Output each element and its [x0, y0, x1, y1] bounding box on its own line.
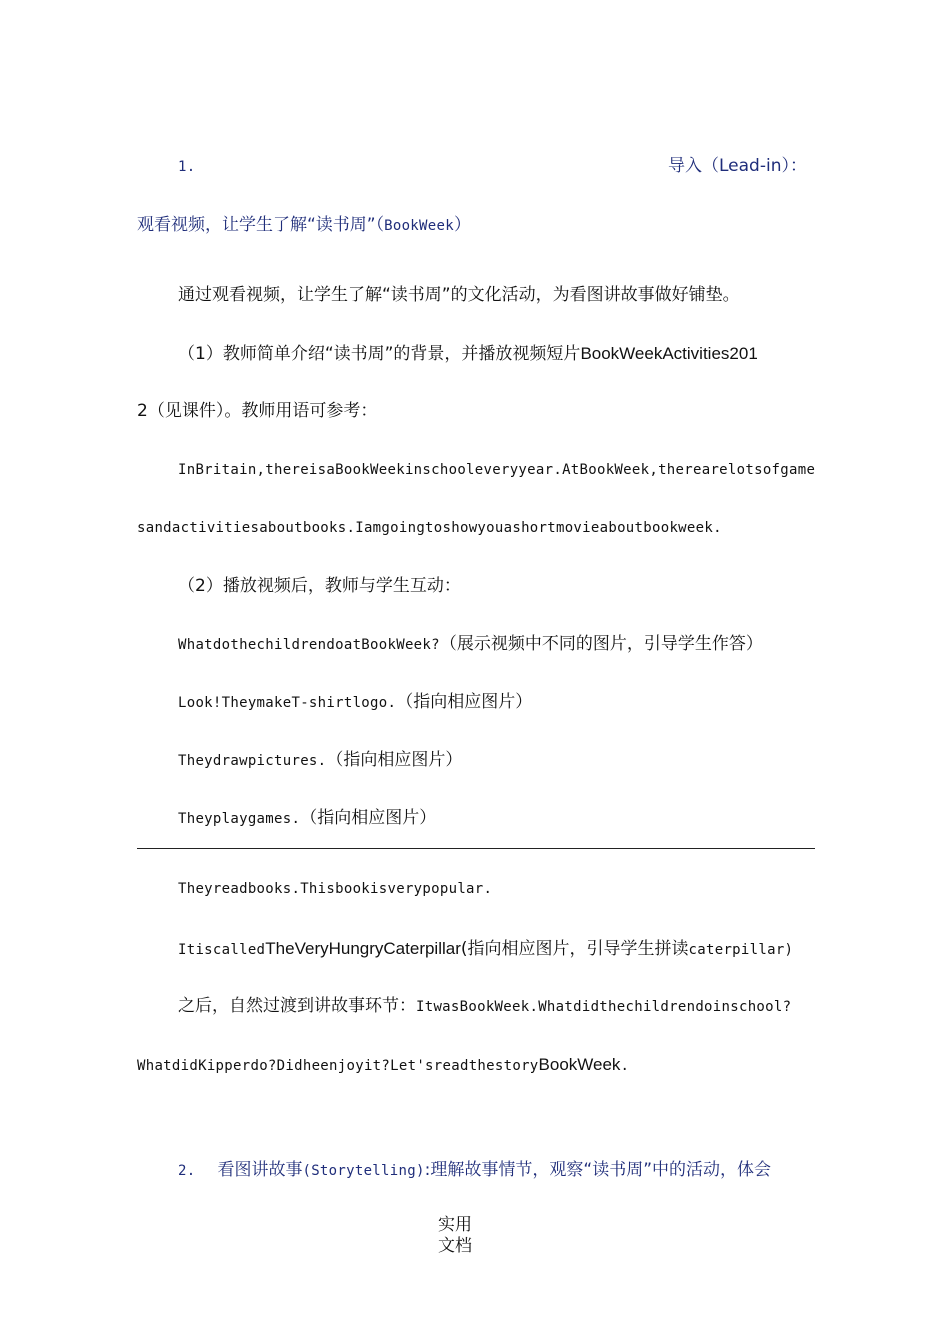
dialogue-cn: （展示视频中不同的图片，引导学生作答） [439, 634, 763, 654]
page-divider [137, 848, 815, 849]
caterpillar-cn: (指向相应图片，引导学生拼读 [460, 939, 689, 959]
dialogue-en: WhatdothechildrendoatBookWeek? [178, 637, 440, 653]
last-line-title: BookWeek [538, 1055, 621, 1074]
footer-line1: 实用 [438, 1215, 472, 1235]
caterpillar-en2: caterpillar) [688, 942, 794, 958]
heading1-title [668, 158, 807, 175]
heading1-title-text: 导入（Lead-in）： [668, 156, 807, 176]
step1-line2: 2（见课件）。教师用语可参考： [137, 401, 378, 421]
dialogue-line-1 [178, 636, 763, 653]
dialogue-line-2 [178, 694, 532, 711]
dialogue-cn: （指向相应图片） [326, 750, 463, 770]
transition-en: ItwasBookWeek.Whatdidthechildrendoinschool? [416, 999, 792, 1015]
dialogue-en: Look!TheymakeT-shirtlogo. [178, 695, 397, 711]
last-line-en: WhatdidKipperdo?Didheenjoyit?Let'sreadthestory [137, 1058, 539, 1074]
caterpillar-line [178, 940, 793, 958]
heading1-subtitle-close: ） [453, 215, 471, 235]
heading2-title-en: (Storytelling) [302, 1163, 425, 1179]
dialogue-en: Theydrawpictures. [178, 753, 327, 769]
heading2-rest: :理解故事情节，观察“读书周”中的活动，体会 [424, 1160, 772, 1180]
heading1-number: 1. [178, 159, 196, 175]
heading1-subtitle [137, 217, 471, 234]
dialogue-cn: （指向相应图片） [300, 808, 437, 828]
caterpillar-title: TheVeryHungryCaterpillar [265, 939, 461, 958]
step1-text-en: BookWeekActivities201 [580, 344, 758, 363]
intro-paragraph: 通过观看视频，让学生了解“读书周”的文化活动，为看图讲故事做好铺垫。 [178, 285, 740, 305]
dialogue-line-4 [178, 810, 436, 827]
step1-line1 [178, 345, 758, 363]
footer-line2: 文档 [438, 1236, 472, 1256]
heading1-subtitle-en: BookWeek [384, 218, 454, 234]
heading2 [178, 1162, 771, 1179]
transition-line [178, 998, 791, 1015]
dialogue-en: Theyplaygames. [178, 811, 301, 827]
heading2-number: 2. [178, 1163, 196, 1179]
read-books-line: Theyreadbooks.Thisbookisverypopular. [178, 881, 493, 897]
dialogue-cn: （指向相应图片） [396, 692, 533, 712]
heading2-title-cn: 看图讲故事 [217, 1160, 303, 1180]
teacher-talk-line1: InBritain,thereisaBookWeekinschooleveryyear.AtBookWeek,therearelotsofgame [178, 462, 816, 478]
step1-text-cn: （1）教师简单介绍“读书周”的背景，并播放视频短片 [178, 344, 581, 364]
last-line [137, 1056, 629, 1074]
transition-cn: 之后，自然过渡到讲故事环节： [178, 996, 416, 1016]
last-line-end: . [620, 1058, 630, 1074]
teacher-talk-line2: sandactivitiesaboutbooks.Iamgoingtoshowyouashortmovieaboutbookweek. [137, 520, 722, 536]
dialogue-line-3 [178, 752, 462, 769]
heading1-subtitle-cn: 观看视频，让学生了解“读书周”（ [137, 215, 385, 235]
step2-line: （2）播放视频后，教师与学生互动： [178, 576, 461, 596]
caterpillar-en1: Itiscalled [178, 942, 266, 958]
page-footer [0, 1215, 910, 1257]
